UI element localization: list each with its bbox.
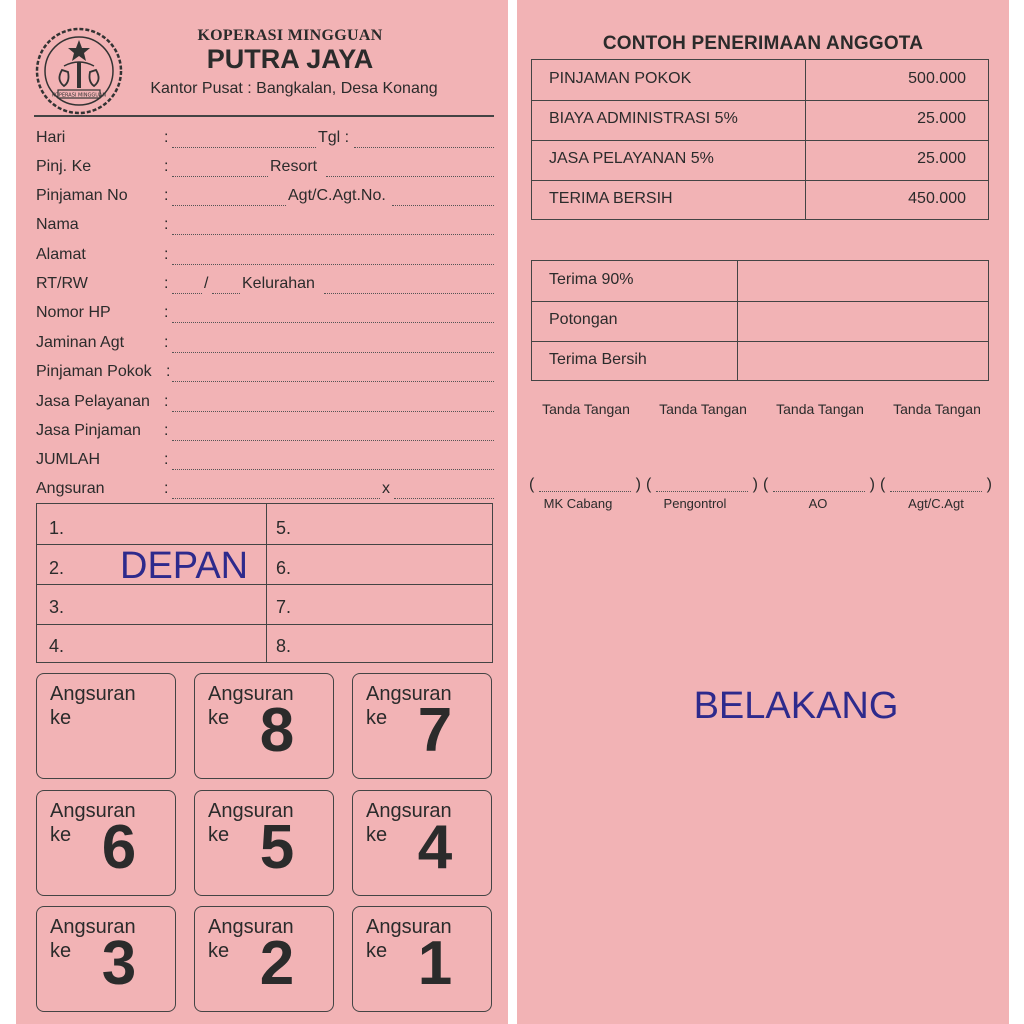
table-row[interactable]	[532, 261, 988, 301]
box-word-ke: ke	[208, 707, 230, 729]
number-cell-5[interactable]: 5.	[276, 518, 292, 538]
field-input-rw[interactable]	[212, 275, 240, 294]
box-word-ke: ke	[50, 707, 72, 729]
field-row-nomor-hp	[36, 304, 494, 326]
box-word-angsuran: Angsuran	[50, 916, 136, 938]
field-row-jaminan-agt	[36, 334, 494, 356]
field-label-x: x	[382, 480, 390, 497]
back-side-card	[517, 0, 1009, 1024]
field-label-jumlah: JUMLAH	[36, 451, 101, 468]
signature-line	[890, 491, 982, 492]
field-row-jumlah	[36, 451, 494, 473]
field-label-jasa-pelayanan: Jasa Pelayanan	[36, 393, 150, 410]
box-word-angsuran: Angsuran	[50, 683, 136, 705]
box-word-angsuran: Angsuran	[208, 683, 294, 705]
field-label-alamat: Alamat	[36, 246, 86, 263]
field-input-angsuran-amount[interactable]	[172, 480, 380, 499]
signature-title: Tanda Tangan	[893, 401, 981, 417]
field-input-resort[interactable]	[326, 158, 494, 177]
field-row-nama	[36, 216, 494, 238]
field-colon: :	[164, 246, 169, 263]
table-row	[532, 60, 988, 100]
field-label-pinj-ke: Pinj. Ke	[36, 158, 92, 175]
installment-number-table	[36, 503, 493, 663]
paren-close: )	[752, 476, 758, 493]
field-row-rt-rw	[36, 275, 494, 297]
box-word-ke: ke	[50, 824, 72, 846]
box-number: 1	[417, 929, 453, 998]
box-number: 2	[259, 929, 295, 998]
signature-title: Tanda Tangan	[659, 401, 747, 417]
back-side-label: BELAKANG	[693, 685, 899, 727]
number-cell-6[interactable]: 6.	[276, 558, 292, 578]
field-colon: :	[164, 129, 169, 146]
box-number: 3	[101, 929, 137, 998]
signature-field-agt[interactable]	[880, 476, 996, 496]
box-number: 8	[259, 696, 295, 765]
field-input-agt-no[interactable]	[392, 187, 494, 206]
row-label: Terima Bersih	[549, 351, 647, 368]
field-label-tgl: Tgl :	[318, 129, 350, 146]
table-divider	[37, 584, 492, 585]
row-label: TERIMA BERSIH	[549, 190, 673, 207]
receipt-entry-table	[531, 260, 989, 381]
field-row-pinjaman-no	[36, 187, 494, 209]
logo-banner-text: KOPERASI MINGGUAN	[51, 92, 107, 99]
field-input-kelurahan[interactable]	[324, 275, 494, 294]
row-value: 25.000	[917, 110, 966, 127]
box-word-angsuran: Angsuran	[50, 800, 136, 822]
box-word-ke: ke	[366, 824, 388, 846]
paren-close: )	[986, 476, 992, 493]
field-label-jasa-pinjaman: Jasa Pinjaman	[36, 422, 141, 439]
field-row-jasa-pelayanan	[36, 393, 494, 415]
field-input-pinj-ke[interactable]	[172, 158, 268, 177]
installment-box-4[interactable]	[352, 790, 492, 896]
field-colon: :	[164, 158, 169, 175]
box-number: 5	[259, 813, 295, 882]
field-input-alamat[interactable]	[172, 246, 494, 265]
box-word-angsuran: Angsuran	[366, 916, 452, 938]
field-label-jaminan-agt: Jaminan Agt	[36, 334, 125, 351]
number-cell-7[interactable]: 7.	[276, 597, 292, 617]
field-input-rt[interactable]	[172, 275, 202, 294]
row-value: 450.000	[908, 190, 966, 207]
field-input-jasa-pinjaman[interactable]	[172, 422, 494, 441]
table-row[interactable]	[532, 301, 988, 341]
cooperative-logo-icon	[34, 26, 124, 116]
field-input-nama[interactable]	[172, 216, 494, 235]
field-label-angsuran: Angsuran	[36, 480, 105, 497]
box-word-ke: ke	[208, 940, 230, 962]
installment-box-3[interactable]	[36, 906, 176, 1012]
header-divider	[34, 115, 494, 117]
row-value: 25.000	[917, 150, 966, 167]
field-input-tgl[interactable]	[354, 129, 494, 148]
row-label: Terima 90%	[549, 271, 634, 288]
signature-field-pengontrol[interactable]	[646, 476, 762, 496]
number-cell-8[interactable]: 8.	[276, 636, 292, 656]
field-colon: :	[164, 422, 169, 439]
box-word-ke: ke	[366, 707, 388, 729]
sample-receipt-title: CONTOH PENERIMAAN ANGGOTA	[602, 33, 924, 54]
field-label-hari: Hari	[36, 129, 66, 146]
signature-field-mk-cabang[interactable]	[529, 476, 645, 496]
signature-field-ao[interactable]	[763, 476, 879, 496]
installment-box-empty[interactable]	[36, 673, 176, 779]
field-label-nomor-hp: Nomor HP	[36, 304, 111, 321]
field-colon: :	[164, 216, 169, 233]
row-label: BIAYA ADMINISTRASI 5%	[549, 110, 738, 127]
paren-open: (	[763, 476, 769, 493]
signature-title: Tanda Tangan	[776, 401, 864, 417]
field-label-agt-no: Agt/C.Agt.No.	[288, 187, 386, 204]
number-cell-4[interactable]: 4.	[49, 636, 65, 656]
sample-receipt-table	[531, 59, 989, 220]
field-input-nomor-hp[interactable]	[172, 304, 494, 323]
field-colon: :	[164, 480, 169, 497]
row-label: PINJAMAN POKOK	[549, 70, 692, 87]
table-row[interactable]	[532, 341, 988, 381]
field-label-nama: Nama	[36, 216, 79, 233]
paren-close: )	[869, 476, 875, 493]
paren-open: (	[880, 476, 886, 493]
field-input-angsuran-count[interactable]	[394, 480, 494, 499]
front-side-card	[16, 0, 508, 1024]
box-word-angsuran: Angsuran	[208, 916, 294, 938]
paren-close: )	[635, 476, 641, 493]
field-input-pinjaman-pokok[interactable]	[172, 363, 494, 382]
row-value: 500.000	[908, 70, 966, 87]
signature-role: Pengontrol	[663, 496, 727, 511]
field-colon: :	[164, 451, 169, 468]
box-word-angsuran: Angsuran	[366, 683, 452, 705]
number-cell-1[interactable]: 1.	[49, 518, 65, 538]
signature-title: Tanda Tangan	[542, 401, 630, 417]
field-colon: :	[164, 334, 169, 351]
box-word-ke: ke	[50, 940, 72, 962]
field-label-resort: Resort	[270, 158, 318, 175]
row-label: JASA PELAYANAN 5%	[549, 150, 714, 167]
field-input-jumlah[interactable]	[172, 451, 494, 470]
field-label-pinjaman-pokok: Pinjaman Pokok	[36, 363, 152, 380]
field-input-pinjaman-no[interactable]	[172, 187, 286, 206]
box-word-ke: ke	[366, 940, 388, 962]
table-row	[532, 140, 988, 180]
field-row-hari	[36, 129, 494, 151]
table-divider	[37, 624, 492, 625]
cooperative-type: KOPERASI MINGGUAN	[197, 27, 383, 44]
installment-box-7[interactable]	[352, 673, 492, 779]
installment-box-6[interactable]	[36, 790, 176, 896]
box-word-angsuran: Angsuran	[366, 800, 452, 822]
cooperative-name: PUTRA JAYA	[206, 44, 374, 74]
table-divider	[37, 544, 492, 545]
table-row	[532, 180, 988, 220]
table-divider	[266, 504, 267, 662]
field-colon: :	[164, 275, 169, 292]
field-row-angsuran	[36, 480, 494, 502]
field-input-hari[interactable]	[172, 129, 316, 148]
box-number: 7	[417, 696, 453, 765]
box-word-angsuran: Angsuran	[208, 800, 294, 822]
signature-role: Agt/C.Agt	[908, 496, 964, 511]
field-colon: :	[164, 304, 169, 321]
field-row-pinjaman-pokok	[36, 363, 494, 385]
signature-line	[539, 491, 631, 492]
installment-box-5[interactable]	[194, 790, 334, 896]
field-row-jasa-pinjaman	[36, 422, 494, 444]
paren-open: (	[529, 476, 535, 493]
front-side-label: DEPAN	[120, 545, 249, 587]
installment-box-8[interactable]	[194, 673, 334, 779]
field-label-rt-rw: RT/RW	[36, 275, 88, 292]
field-label-kelurahan: Kelurahan	[242, 275, 315, 292]
field-slash: /	[204, 275, 209, 292]
field-input-jaminan-agt[interactable]	[172, 334, 494, 353]
box-number: 4	[417, 813, 453, 882]
row-label: Potongan	[549, 311, 618, 328]
table-row	[532, 100, 988, 140]
signature-role: MK Cabang	[543, 496, 613, 511]
installment-box-1[interactable]	[352, 906, 492, 1012]
signature-line	[773, 491, 865, 492]
field-colon: :	[164, 393, 169, 410]
number-cell-2[interactable]: 2.	[49, 558, 65, 578]
box-number: 6	[101, 813, 137, 882]
number-cell-3[interactable]: 3.	[49, 597, 65, 617]
field-input-jasa-pelayanan[interactable]	[172, 393, 494, 412]
field-row-alamat	[36, 246, 494, 268]
signature-role: AO	[808, 496, 828, 511]
paren-open: (	[646, 476, 652, 493]
field-label-pinjaman-no: Pinjaman No	[36, 187, 128, 204]
field-colon: :	[164, 187, 169, 204]
field-colon: :	[166, 363, 171, 380]
installment-box-2[interactable]	[194, 906, 334, 1012]
box-word-ke: ke	[208, 824, 230, 846]
signature-line	[656, 491, 748, 492]
head-office-address: Kantor Pusat : Bangkalan, Desa Konang	[150, 80, 438, 97]
field-row-pinj-ke	[36, 158, 494, 180]
